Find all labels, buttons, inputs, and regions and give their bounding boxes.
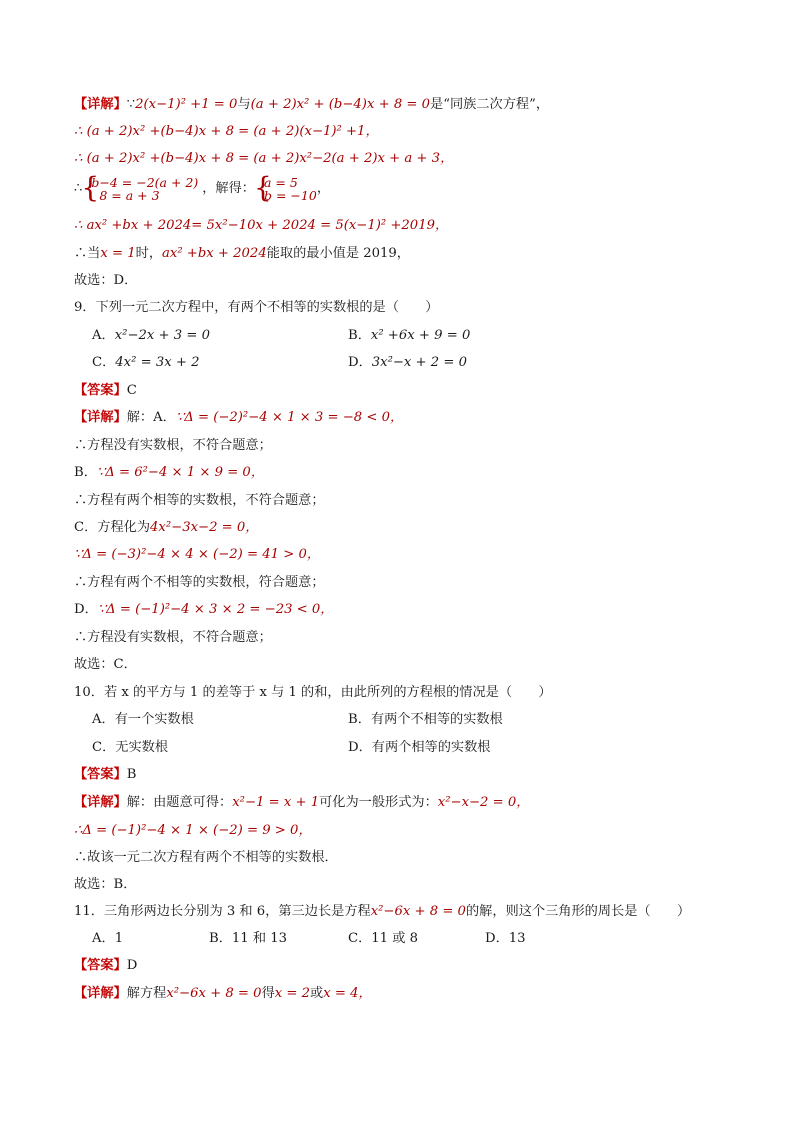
q9-answer: 【答案】C [74, 383, 137, 398]
equation-system-2: { a = 5 b = −10 [255, 176, 317, 202]
q9-detail-line-5: C．方程化为4x²−3x−2 = 0， [74, 520, 259, 535]
q8-detail-line-2: ∴ (a + 2)x² +(b−4)x + 8 = (a + 2)(x−1)² +1， [74, 124, 379, 139]
q10-answer: 【答案】B [74, 767, 137, 782]
equation-system-1: { b−4 = −2(a + 2) 8 = a + 3 [82, 176, 198, 202]
q10-detail-line-2: ∴Δ = (−1)²−4 × 1 × (−2) = 9 > 0， [74, 823, 312, 838]
q11-answer: 【答案】D [74, 958, 138, 973]
q10-option-d: D．有两个相等的实数根 [348, 740, 491, 755]
q9-detail-line-6: ∵Δ = (−3)²−4 × 4 × (−2) = 41 > 0， [74, 547, 321, 562]
q11-stem: 11．三角形两边长分别为 3 和 6，第三边长是方程x²−6x + 8 = 0的解，则这个三角形的周长是（ ） [74, 904, 691, 919]
q8-detail-line-5: ∴ ax² +bx + 2024= 5x²−10x + 2024 = 5(x−1)² +2019， [74, 218, 449, 233]
q10-detail-line-3: ∴故该一元二次方程有两个不相等的实数根． [74, 850, 338, 865]
q11-option-b: B．11 和 13 [209, 931, 288, 946]
q9-detail-line-2: ∴方程没有实数根，不符合题意； [74, 438, 272, 453]
q9-detail-line-9: ∴方程没有实数根，不符合题意； [74, 630, 272, 645]
q8-detail-line-1: 【详解】∵2(x−1)² +1 = 0与(a + 2)x² + (b−4)x + 8 = 0是“同族二次方程”， [74, 97, 550, 112]
q10-option-b: B．有两个不相等的实数根 [348, 712, 503, 727]
detail-tag: 【详解】 [74, 410, 127, 425]
detail-tag: 【详解】 [74, 795, 127, 810]
q9-conclusion: 故选：C． [74, 657, 137, 672]
detail-tag: 【详解】 [74, 97, 127, 112]
q8-detail-line-6: ∴当x = 1时，ax² +bx + 2024能取的最小值是 2019， [74, 246, 410, 261]
answer-tag: 【答案】 [74, 958, 127, 973]
q9-detail-line-8: D．∵Δ = (−1)²−4 × 3 × 2 = −23 < 0， [74, 602, 334, 617]
q9-option-a: A．x²−2x + 3 = 0 [92, 328, 210, 343]
q9-stem: 9．下列一元二次方程中，有两个不相等的实数根的是（ ） [74, 300, 439, 315]
answer-tag: 【答案】 [74, 383, 127, 398]
q8-detail-line-3: ∴ (a + 2)x² +(b−4)x + 8 = (a + 2)x²−2(a + 2)x + a + 3， [74, 151, 454, 166]
q8-detail-line-4: ∴ { b−4 = −2(a + 2) 8 = a + 3 ，解得： { a = 5 b = −10 ， [74, 176, 330, 206]
q10-stem: 10．若 x 的平方与 1 的差等于 x 与 1 的和，由此所列的方程根的情况是（ ） [74, 685, 552, 700]
q10-option-a: A．有一个实数根 [92, 712, 194, 727]
q11-option-d: D．13 [485, 931, 526, 946]
q10-option-c: C．无实数根 [92, 740, 169, 755]
q9-option-b: B．x² +6x + 9 = 0 [348, 328, 471, 343]
q9-detail-line-4: ∴方程有两个相等的实数根，不符合题意； [74, 493, 325, 508]
q11-option-c: C．11 或 8 [348, 931, 419, 946]
detail-tag: 【详解】 [74, 986, 127, 1001]
q9-detail-line-7: ∴方程有两个不相等的实数根，符合题意； [74, 575, 325, 590]
q11-detail-line-1: 【详解】解方程x²−6x + 8 = 0得x = 2或x = 4， [74, 986, 372, 1001]
answer-tag: 【答案】 [74, 767, 127, 782]
q9-option-c: C．4x² = 3x + 2 [92, 355, 200, 370]
q10-conclusion: 故选：B． [74, 877, 137, 892]
q9-detail-line-3: B．∵Δ = 6²−4 × 1 × 9 = 0， [74, 465, 265, 480]
q8-conclusion: 故选：D． [74, 273, 138, 288]
q9-option-d: D．3x²−x + 2 = 0 [348, 355, 468, 370]
q11-option-a: A．1 [92, 931, 124, 946]
q9-detail-line-1: 【详解】解：A．∵Δ = (−2)²−4 × 1 × 3 = −8 < 0， [74, 410, 404, 425]
q10-detail-line-1: 【详解】解：由题意可得：x²−1 = x + 1可化为一般形式为：x²−x−2 = 0， [74, 795, 530, 810]
